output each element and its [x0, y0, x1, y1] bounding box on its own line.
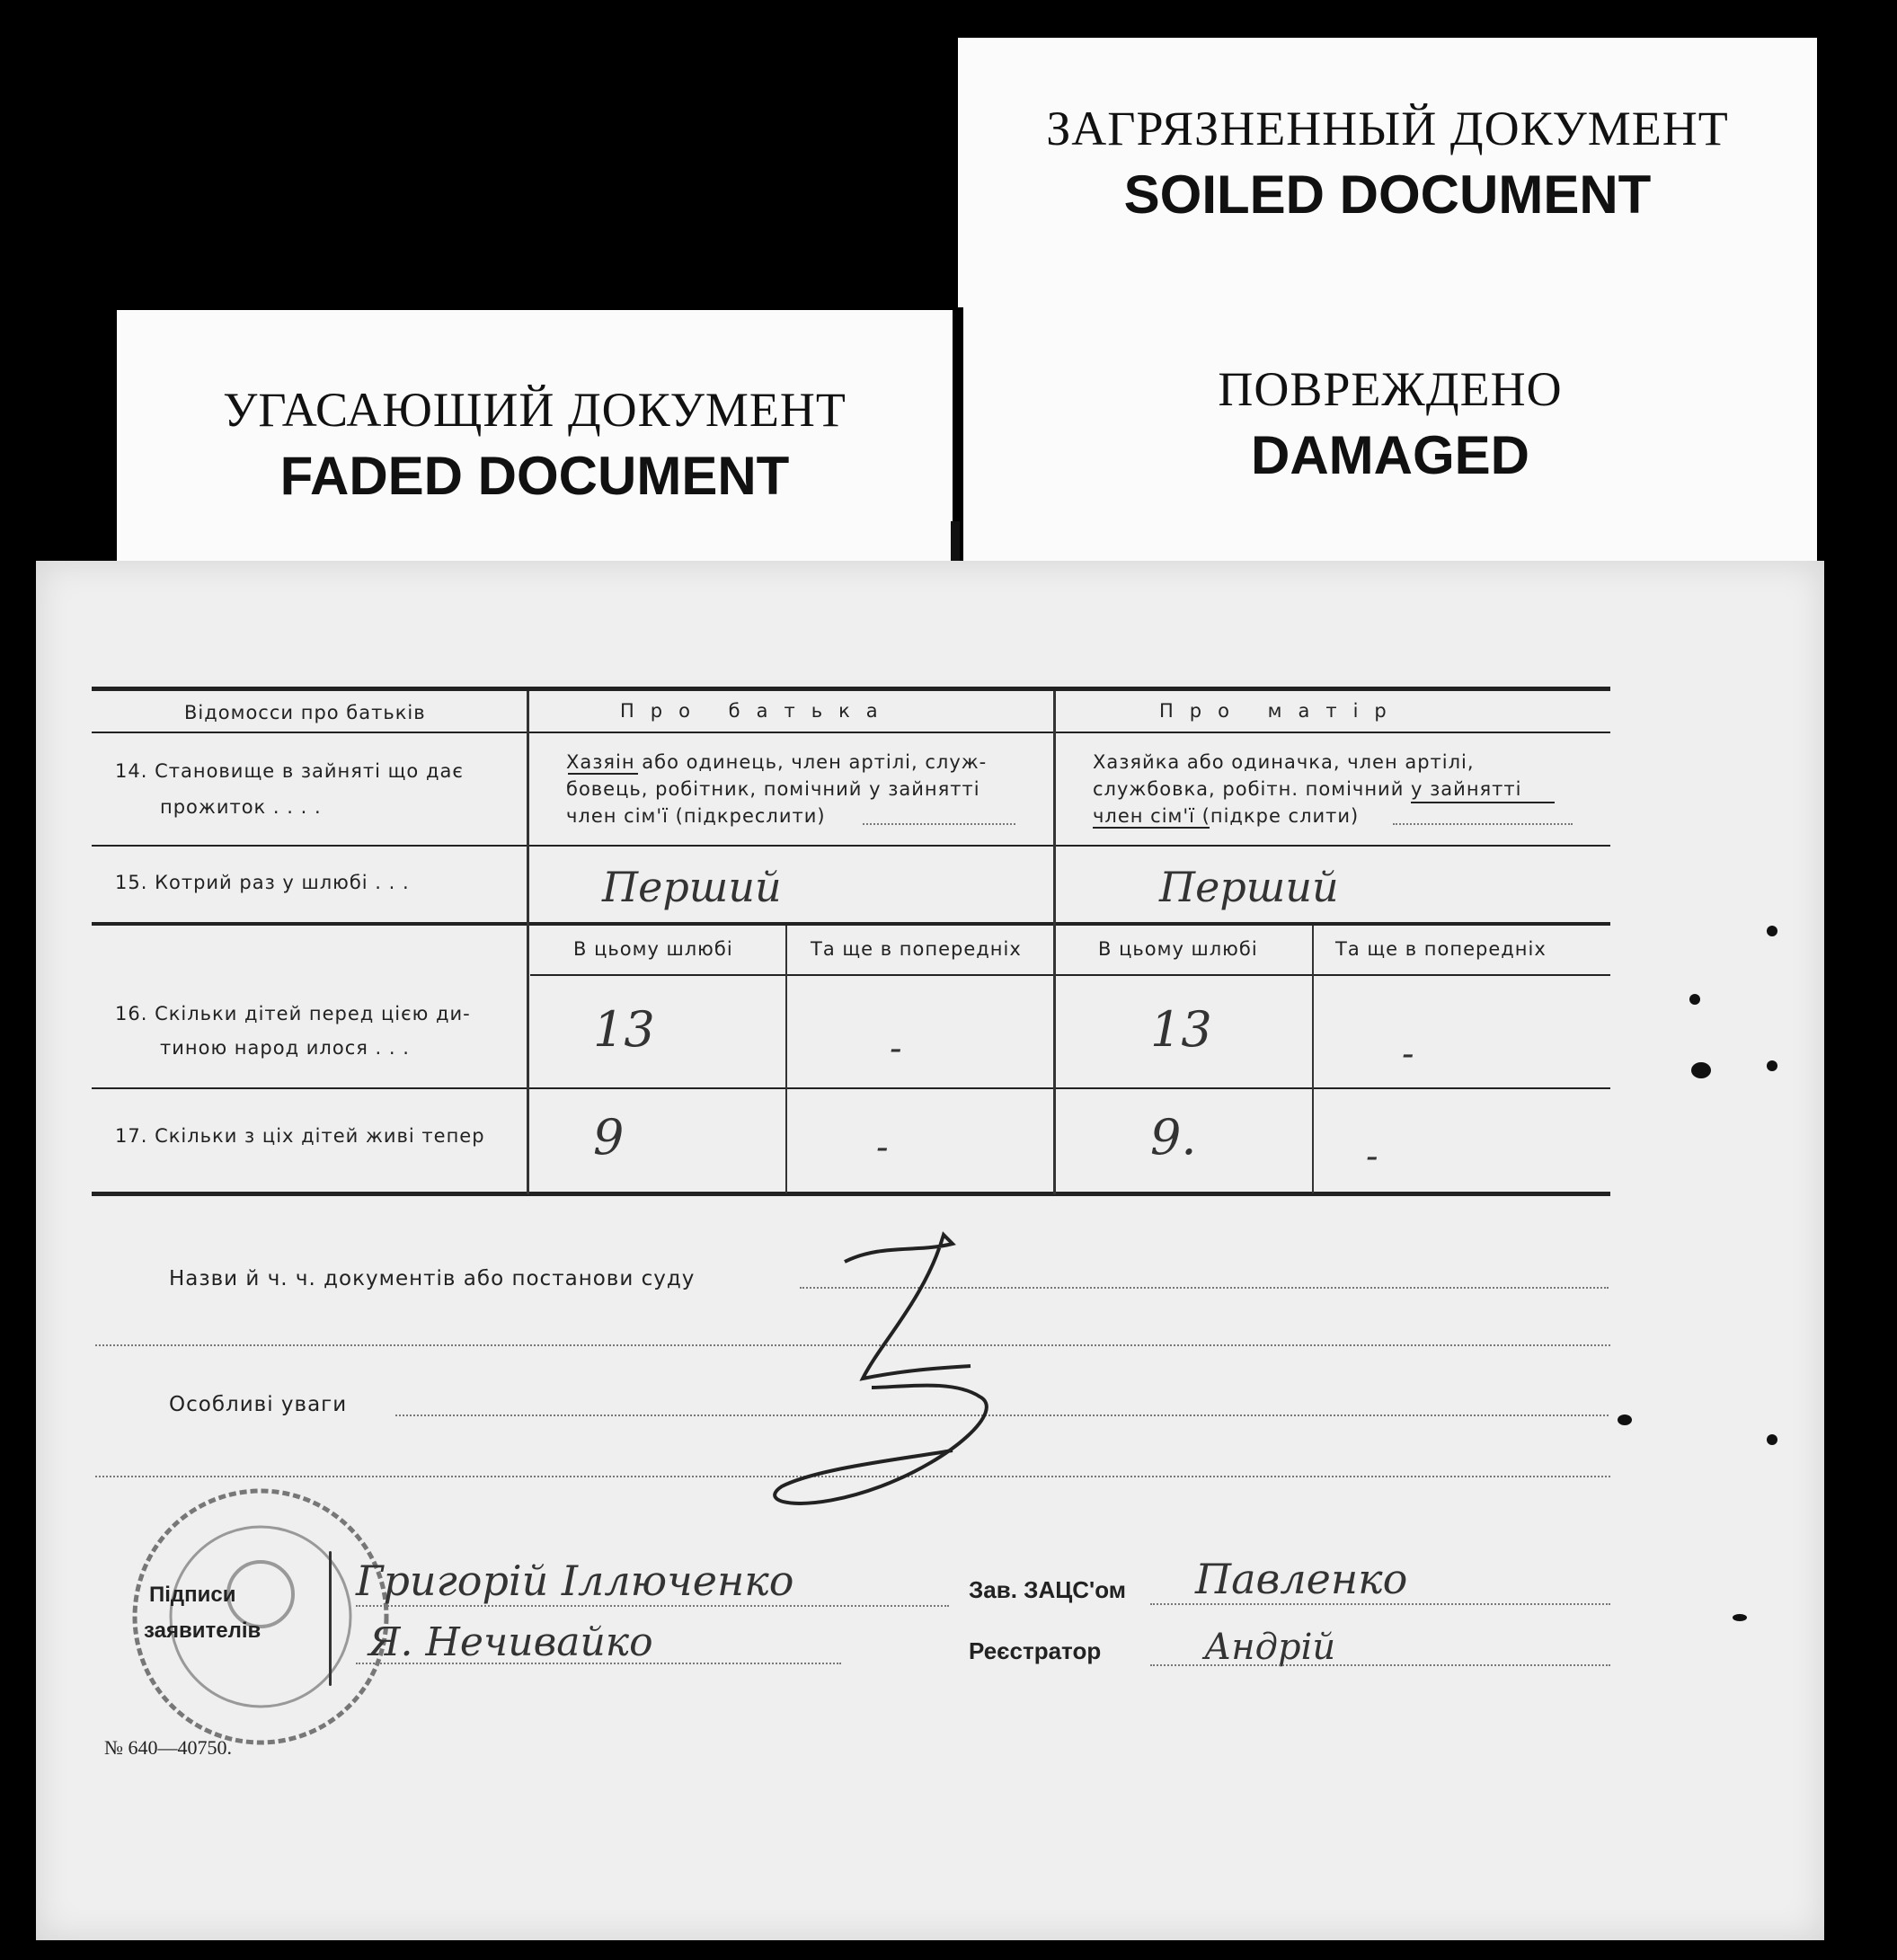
table-bottom-rule	[92, 1192, 1610, 1196]
signatures-label-1: Підписи	[149, 1583, 236, 1607]
faded-ru-label: УГАСАЮЩИЙ ДОКУМЕНТ	[223, 383, 847, 437]
row16-label-1: 16. Скільки дітей перед цією ди-	[115, 1003, 471, 1024]
head-zags-label: Зав. ЗАЦС'ом	[969, 1576, 1126, 1603]
father-underline-mark	[568, 773, 638, 775]
signature-1-line	[356, 1605, 949, 1607]
mother-previous-header: Та ще в попередніх	[1335, 938, 1547, 960]
row14-label-2: прожиток . . . .	[160, 796, 322, 818]
birth-record-form	[36, 561, 1824, 1940]
row17-father-prev: -	[876, 1127, 889, 1168]
row15-label: 15. Котрий раз у шлюбі . . .	[115, 872, 410, 893]
header-mother: Про матір	[1159, 700, 1403, 722]
signatures-label-2: заявителів	[144, 1619, 262, 1643]
documents-label: Назви й ч. ч. документів або постанови суду	[169, 1267, 696, 1290]
registrar-signature: Андрій	[1204, 1627, 1336, 1668]
row17-father-this: 9	[593, 1109, 625, 1166]
row16-father-prev: -	[890, 1028, 902, 1069]
row14-father-fill	[863, 823, 1015, 825]
faded-en-label: FADED DOCUMENT	[279, 446, 790, 506]
mother-underline-mark-1	[1411, 802, 1555, 803]
row14-mother-2: службовка, робітн. помічний у зайнятті	[1093, 778, 1522, 800]
col2-divider	[1053, 691, 1056, 1194]
notes-label: Особливі уваги	[169, 1393, 348, 1416]
margin-hole-2	[1691, 1062, 1711, 1078]
table-header-rule	[92, 732, 1610, 733]
row14-mother-fill	[1393, 823, 1573, 825]
mother-underline-mark-2	[1093, 827, 1210, 829]
margin-hole-4	[1767, 1060, 1777, 1071]
row15-rule	[92, 922, 1610, 926]
row15-mother-value: Перший	[1159, 863, 1339, 911]
row16-mother-this: 13	[1150, 1001, 1212, 1058]
card-gap	[951, 521, 960, 566]
margin-hole-6	[1733, 1614, 1747, 1621]
head-signature: Павленко	[1195, 1555, 1408, 1603]
form-number: № 640—40750.	[104, 1736, 232, 1759]
soiled-document-card	[958, 38, 1817, 307]
row14-father-2: бовець, робітник, помічний у зайнятті	[566, 778, 980, 800]
damaged-ru-label: ПОВРЕЖДЕНО	[1218, 362, 1563, 416]
row16-father-this: 13	[593, 1001, 655, 1058]
row16-label-2: тиною народ илося . . .	[160, 1037, 410, 1059]
mother-subdivider	[1312, 926, 1314, 1193]
mother-this-marriage-header: В цьому шлюбі	[1098, 938, 1258, 960]
header-father: Про батька	[620, 700, 894, 722]
row16-mother-prev: -	[1402, 1033, 1414, 1075]
father-subdivider	[785, 926, 787, 1193]
damaged-document-card	[963, 298, 1817, 568]
head-line	[1150, 1603, 1610, 1605]
header-parents-info: Відомосси про батьків	[184, 702, 426, 723]
col1-divider	[527, 691, 529, 1194]
soiled-en-label: SOILED DOCUMENT	[1123, 164, 1652, 225]
row17-label: 17. Скільки з ціх дітей живі тепер	[115, 1125, 485, 1147]
registrar-line	[1150, 1664, 1610, 1666]
row14-mother-1: Хазяйка або одиначка, член артілі,	[1093, 751, 1475, 773]
row17-mother-this: 9.	[1150, 1109, 1197, 1166]
row14-father-1: Хазяін або одинець, член артілі, служ-	[566, 751, 988, 773]
father-previous-header: Та ще в попередніх	[811, 938, 1022, 960]
subheader-rule	[530, 974, 1610, 976]
table-top-rule	[92, 687, 1610, 691]
row14-mother-3: член сім'ї (підкре слити)	[1093, 805, 1360, 827]
signatures-brace	[329, 1551, 332, 1686]
signature-2-line	[356, 1663, 841, 1664]
faded-document-card	[117, 310, 953, 580]
official-stamp-seal	[117, 1477, 404, 1756]
applicant-signature-2: Я. Нечивайко	[368, 1619, 653, 1665]
row14-label-1: 14. Становище в зайняті що дає	[115, 760, 464, 782]
father-this-marriage-header: В цьому шлюбі	[573, 938, 733, 960]
soiled-ru-label: ЗАГРЯЗНЕННЫЙ ДОКУМЕНТ	[1046, 102, 1729, 155]
margin-hole-7	[1618, 1415, 1632, 1425]
applicant-signature-1: Григорій Іллюченко	[356, 1556, 794, 1605]
margin-hole-1	[1689, 994, 1700, 1005]
margin-hole-3	[1767, 926, 1777, 936]
registrar-label: Реєстратор	[969, 1637, 1102, 1664]
row17-mother-prev: -	[1366, 1136, 1378, 1177]
row15-father-value: Перший	[602, 863, 782, 911]
damaged-en-label: DAMAGED	[1251, 425, 1529, 485]
row14-father-3: член сім'ї (підкреслити)	[566, 805, 826, 827]
row14-rule	[92, 845, 1610, 847]
z-strike-mark	[737, 1217, 1114, 1540]
row16-rule	[92, 1087, 1610, 1089]
margin-hole-5	[1767, 1434, 1777, 1445]
